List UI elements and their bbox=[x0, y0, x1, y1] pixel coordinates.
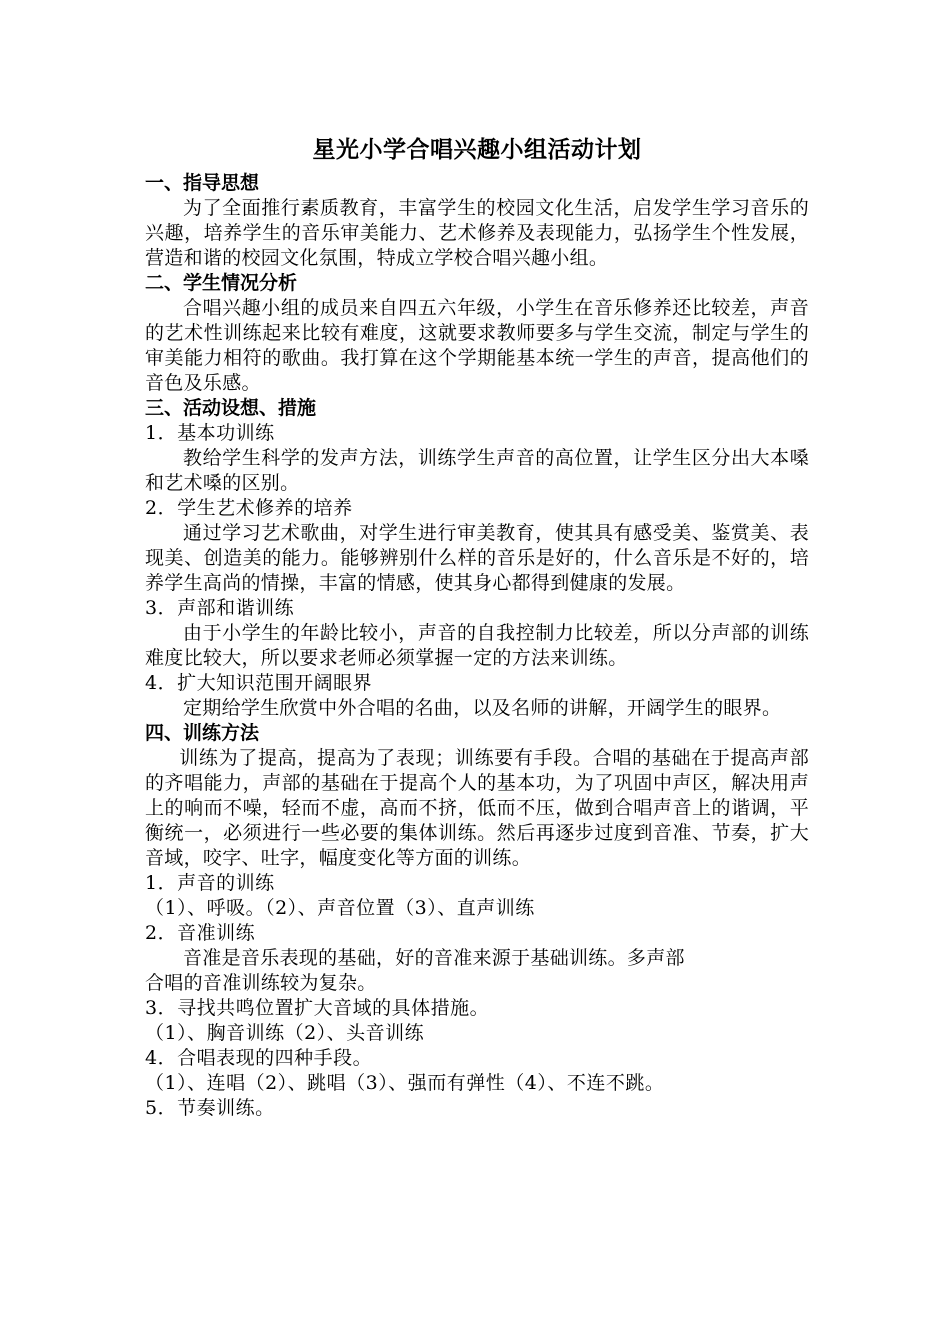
list-item-sub: （1）、呼吸。（2）、声音位置（3）、直声训练 bbox=[145, 897, 535, 919]
section-heading-activity-measures: 三、活动设想、措施 bbox=[145, 397, 317, 419]
list-item-text: 由于小学生的年龄比较小，声音的自我控制力比较差，所以分声部的训练难度比较大，所以要求老师必须掌握一定的方法来训练。 bbox=[145, 622, 809, 669]
section-paragraph: 训练为了提高，提高为了表现；训练要有手段。合唱的基础在于提高声部的齐唱能力，声部的基础在于提高个人的基本功，为了巩固中声区，解决用声上的响而不噪，轻而不虚，高而不挤，低而不压，做到合唱声音上的谐调，平衡统一，必须进行一些必要的集体训练。然后再逐步过度到音准、节奏，扩大音域，咬字、吐字，幅度变化等方面的训练。 bbox=[145, 747, 809, 869]
list-item-title: 1．声音的训练 bbox=[145, 872, 275, 894]
list-item-text: 教给学生科学的发声方法，训练学生声音的高位置，让学生区分出大本嗓和艺术嗓的区别。 bbox=[145, 447, 809, 494]
list-item-title: 4．扩大知识范围开阔眼界 bbox=[145, 672, 373, 694]
list-item-title: 5．节奏训练。 bbox=[145, 1097, 275, 1119]
section-heading-student-analysis: 二、学生情况分析 bbox=[145, 272, 298, 294]
list-item-sub: （1）、胸音训练（2）、头音训练 bbox=[145, 1022, 425, 1044]
list-item-title: 3．声部和谐训练 bbox=[145, 597, 295, 619]
list-item-title: 4．合唱表现的四种手段。 bbox=[145, 1047, 373, 1069]
section-heading-training-methods: 四、训练方法 bbox=[145, 722, 260, 744]
document-title: 星光小学合唱兴趣小组活动计划 bbox=[312, 137, 642, 163]
section-heading-guiding-ideology: 一、指导思想 bbox=[145, 172, 260, 194]
section-paragraph: 为了全面推行素质教育，丰富学生的校园文化生活，启发学生学习音乐的兴趣，培养学生的音乐审美能力、艺术修养及表现能力，弘扬学生个性发展，营造和谐的校园文化氛围，特成立学校合唱兴趣小组。 bbox=[145, 197, 809, 269]
list-item-text: 合唱的音准训练较为复杂。 bbox=[145, 972, 377, 994]
list-item-text: 定期给学生欣赏中外合唱的名曲，以及名师的讲解，开阔学生的眼界。 bbox=[183, 697, 782, 719]
list-item-title: 2．学生艺术修养的培养 bbox=[145, 497, 353, 519]
list-item-sub: （1）、连唱（2）、跳唱（3）、强而有弹性（4）、不连不跳。 bbox=[145, 1072, 665, 1094]
list-item-title: 2．音准训练 bbox=[145, 922, 256, 944]
document-page bbox=[145, 131, 809, 1121]
list-item-text: 通过学习艺术歌曲，对学生进行审美教育，使其具有感受美、鉴赏美、表现美、创造美的能力。能够辨别什么样的音乐是好的，什么音乐是不好的，培养学生高尚的情操，丰富的情感，使其身心都得到健康的发展。 bbox=[145, 522, 809, 594]
list-item-title: 1．基本功训练 bbox=[145, 422, 275, 444]
list-item-title: 3．寻找共鸣位置扩大音域的具体措施。 bbox=[145, 997, 490, 1019]
list-item-text: 音准是音乐表现的基础，好的音准来源于基础训练。多声部 bbox=[183, 947, 685, 969]
section-paragraph: 合唱兴趣小组的成员来自四五六年级，小学生在音乐修养还比较差，声音的艺术性训练起来比较有难度，这就要求教师要多与学生交流，制定与学生的审美能力相符的歌曲。我打算在这个学期能基本统一学生的声音，提高他们的音色及乐感。 bbox=[145, 297, 809, 394]
